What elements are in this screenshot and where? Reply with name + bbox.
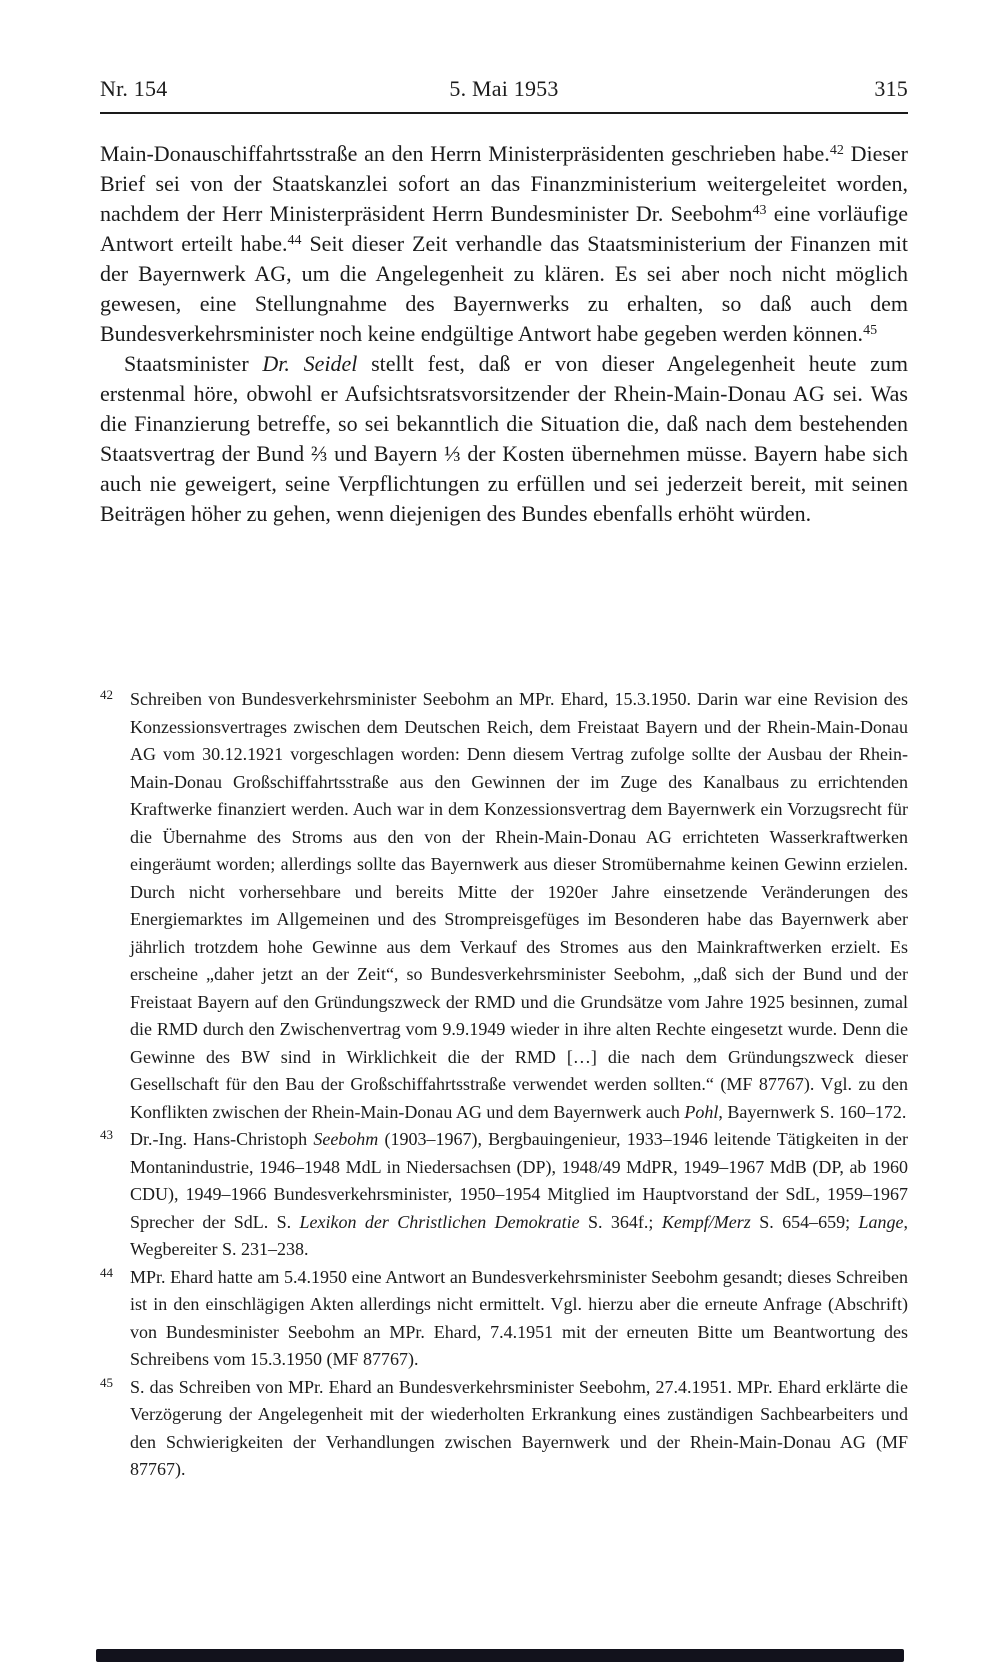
text-run: , Wegbereiter S. 231–238.	[130, 1211, 908, 1259]
text-run: S. das Schreiben von MPr. Ehard an Bundesverkehrsminister Seebohm, 27.4.1951. MPr. Ehard erklärte die Verzögerung der Angelegenheit mit der wiederholten Erkrankung eines zuständigen Sachbearbeiters und den Schwierigkeiten der Verhandlungen zwischen Bayernwerk und der Rhein-Main-Donau AG (MF 87767).	[130, 1376, 908, 1479]
text-run: Seit dieser Zeit verhandle das Staatsministerium der Finanzen mit der Bayernwerk AG, um die Angelegenheit zu klären. Es sei aber noch nicht möglich gewesen, eine Stellungnahme des Bayernwerks zu erhalten, so daß auch dem Bundesverkehrsminister noch keine endgültige Antwort habe gegeben werden können.	[100, 231, 908, 346]
emphasized-text: Seebohm	[313, 1129, 379, 1149]
footnote	[100, 686, 908, 1126]
footnote-reference: 43	[752, 203, 767, 218]
text-run: S. 364f.;	[579, 1211, 662, 1232]
page-header	[100, 76, 908, 102]
page-bottom-scan-edge	[96, 1649, 904, 1662]
footnote-reference: 45	[863, 323, 878, 338]
document-date: 5. Mai 1953	[449, 76, 559, 101]
header-rule	[100, 112, 908, 114]
emphasized-text: Lexikon der Christlichen Demokratie	[299, 1211, 580, 1232]
footnote	[100, 1126, 908, 1264]
text-run: Staatsminister	[124, 351, 263, 376]
text-run: stellt fest, daß er von dieser Angelegenheit heute zum erstenmal höre, obwohl er Aufsichtsratsvorsitzender der Rhein-Main-Donau AG sei. Was die Finanzierung betreffe, so sei bekanntlich die Situation die, daß nach dem bestehenden Staatsvertrag der Bund ⅔ und Bayern ⅓ der Kosten übernehmen müsse. Bayern habe sich auch nie geweigert, seine Verpflichtungen zu erfüllen und sei jederzeit bereit, mit seinen Beiträgen höher zu gehen, wenn diejenigen des Bundes ebenfalls erhöht würden.	[100, 351, 908, 526]
text-run: (1903–1967), Bergbauingenieur, 1933–1946 leitende Tätigkeiten in der Montanindustrie, 1946–1948 MdL in Niedersachsen (DP), 1948/49 MdPR, 1949–1967 MdB (DP, ab 1960 CDU), 1949–1966 Bundesverkehrsminister, 1950–1954 Mitglied im Hauptvorstand der SdL, 1959–1967 Sprecher der SdL. S.	[130, 1129, 908, 1232]
document-number: Nr. 154	[100, 76, 168, 101]
footnote	[100, 1264, 908, 1374]
footnote-text	[130, 686, 908, 1126]
footnote-text	[130, 1126, 908, 1264]
emphasized-text: Dr. Seidel	[262, 351, 358, 376]
emphasized-text: Pohl	[684, 1101, 719, 1122]
text-run: Main-Donauschiffahrtsstraße an den Herrn Ministerpräsidenten geschrieben habe.	[100, 141, 830, 166]
emphasized-text: Lange	[858, 1211, 904, 1232]
footnotes-section	[100, 686, 908, 1484]
footnote-text	[130, 1264, 908, 1374]
body-paragraph	[100, 139, 908, 349]
footnote-text	[130, 1374, 908, 1484]
footnote-reference: 42	[829, 143, 844, 158]
text-run: eine vorläufige Antwort erteilt habe.	[100, 201, 908, 256]
text-run: Schreiben von Bundesverkehrsminister Seebohm an MPr. Ehard, 15.3.1950. Darin war eine Revision des Konzessionsvertrages zwischen dem Deutschen Reich, dem Freistaat Bayern und der Rhein-Main-Donau AG vom 30.12.1921 vorgeschlagen worden: Denn diesem Vertrag zufolge sollte der Ausbau der Rhein-Main-Donau Großschiffahrtsstraße aus den Gewinnen der im Zuge des Kanalbaus zu errichtenden Kraftwerke finanziert werden. Auch war in dem Konzessionsvertrag dem Bayernwerk ein Vorzugsrecht für die Übernahme des Stroms aus den von der Rhein-Main-Donau AG errichteten Wasserkraftwerken eingeräumt worden; allerdings sollte das Bayernwerk aus dieser Stromübernahme keinen Gewinn erzielen. Durch nicht vorhersehbare und bereits Mitte der 1920er Jahre einsetzende Veränderungen des Energiemarktes im Allgemeinen und des Strompreisgefüges im Besonderen habe das Bayernwerk aber jährlich trotzdem hohe Gewinne aus dem Verkauf des Stromes aus den Mainkraftwerken erzielt. Es erscheine „daher jetzt an der Zeit“, so Bundesverkehrsminister Seebohm, „daß sich der Bund und der Freistaat Bayern auf den Gründungszweck der RMD und die Grundsätze vom Jahre 1925 besinnen, zumal die RMD durch den Zwischenvertrag vom 9.9.1949 wieder in ihre alten Rechte eingesetzt wurde. Denn die Gewinne des BW sind in Wirklichkeit die der RMD […] die nach dem Gründungszweck dieser Gesellschaft für den Bau der Großschiffahrtsstraße verwendet werden sollten.“ (MF 87767). Vgl. zu den Konflikten zwischen der Rhein-Main-Donau AG und dem Bayernwerk auch	[130, 689, 908, 1122]
page-number: 315	[874, 76, 908, 101]
emphasized-text: Kempf/Merz	[661, 1211, 751, 1232]
text-run: S. 654–659;	[750, 1211, 859, 1232]
footnote	[100, 1374, 908, 1484]
footnote-number: 42	[100, 687, 113, 702]
text-run: MPr. Ehard hatte am 5.4.1950 eine Antwort an Bundesverkehrsminister Seebohm gesandt; dieses Schreiben ist in den einschlägigen Akten allerdings nicht ermittelt. Vgl. hierzu aber die erneute Anfrage (Abschrift) von Bundesminister Seebohm an MPr. Ehard, 7.4.1951 mit der erneuten Bitte um Beantwortung des Schreibens vom 15.3.1950 (MF 87767).	[130, 1266, 908, 1369]
text-run: Dieser Brief sei von der Staatskanzlei sofort an das Finanzministerium weitergeleitet worden, nachdem der Herr Ministerpräsident Herrn Bundesminister Dr. Seebohm	[100, 141, 908, 226]
footnote-number: 43	[100, 1127, 113, 1142]
text-run: , Bayernwerk S. 160–172.	[718, 1101, 907, 1122]
footnote-reference: 44	[287, 233, 302, 248]
body-paragraph	[100, 349, 908, 529]
text-run: Dr.-Ing. Hans-Christoph	[130, 1129, 314, 1149]
footnote-number: 44	[100, 1264, 113, 1280]
body-text	[100, 139, 908, 529]
footnote-number: 45	[100, 1374, 113, 1390]
